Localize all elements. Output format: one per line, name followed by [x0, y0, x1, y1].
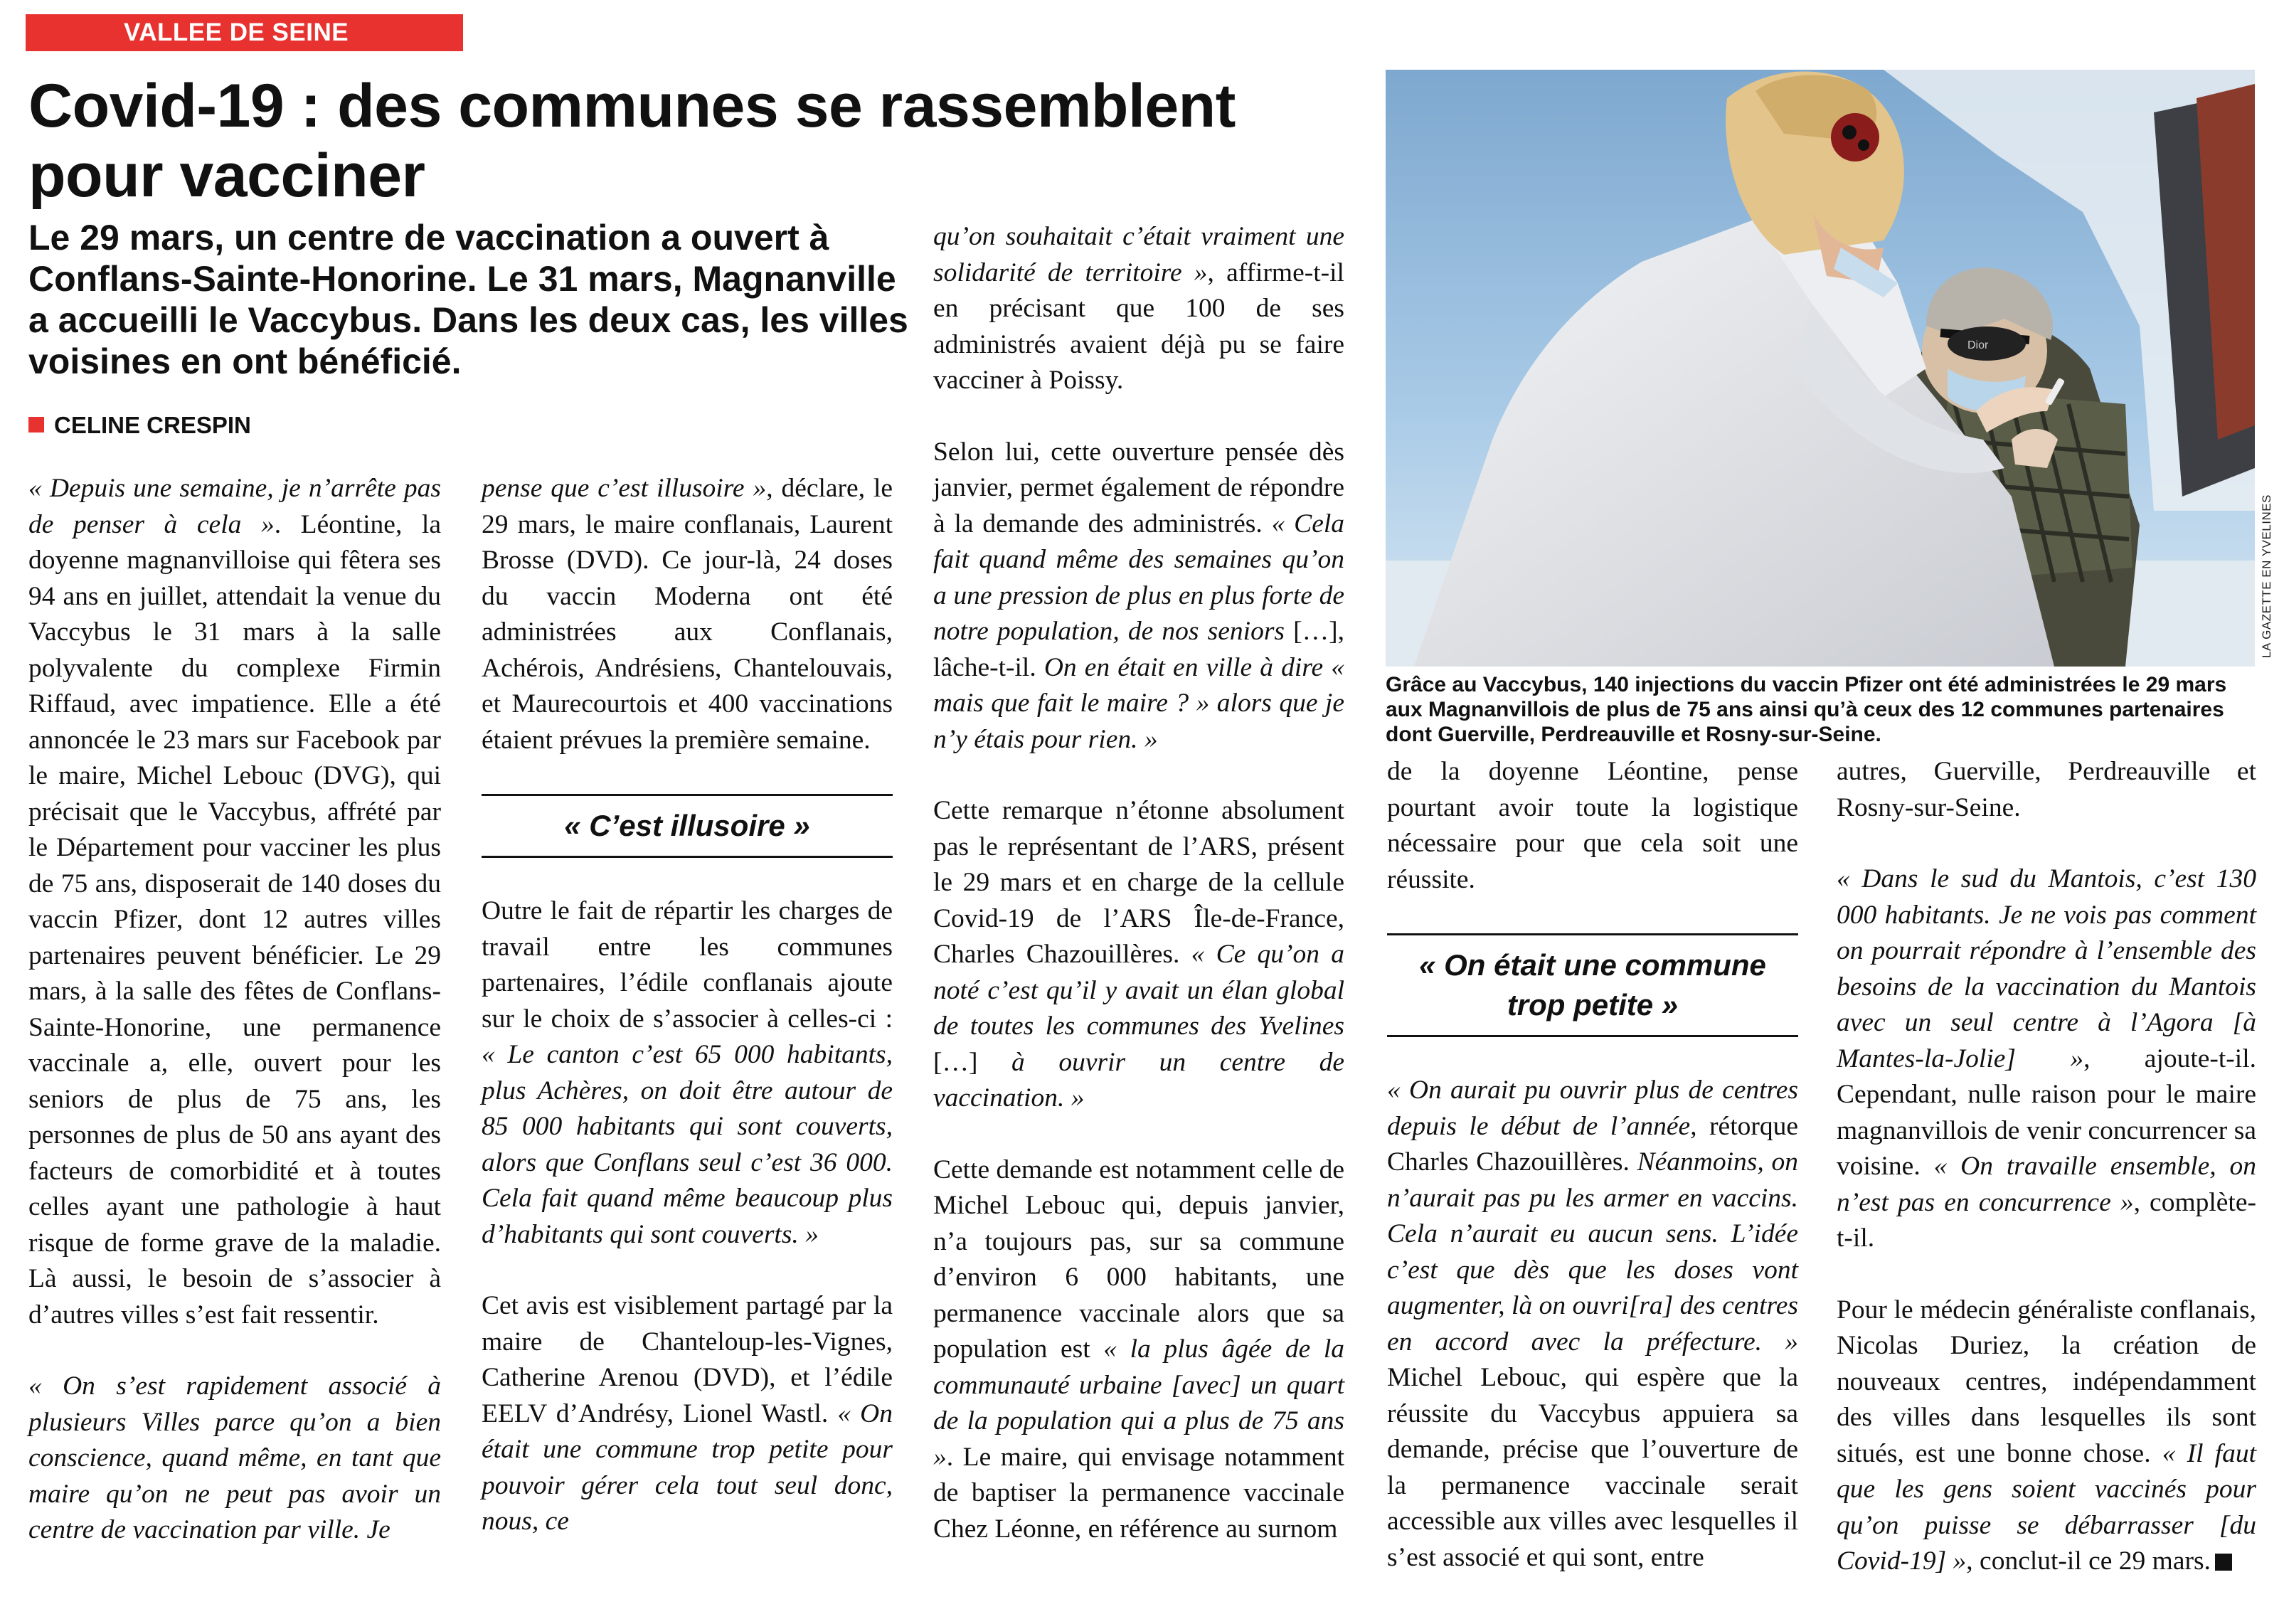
text-run: , complète-t-il.	[1837, 1187, 2256, 1253]
article-column-3	[933, 219, 1344, 1547]
body-paragraph	[933, 435, 1344, 758]
text-run: . Le maire, qui envisage notamment de baptiser la permanence vaccinale Chez Léonne, en référence au surnom	[933, 1442, 1344, 1544]
quote-run: « Ce qu’on a noté c’est qu’il y avait un élan global de toutes les communes des Yvelines	[933, 940, 1344, 1041]
byline-square-icon	[28, 417, 44, 432]
vaccination-photo	[1386, 70, 2255, 667]
text-run: Outre le fait de répartir les charges de travail entre les communes partenaires, l’édile conflanais ajoute sur le choix de s’associer à celles-ci :	[482, 896, 893, 1034]
text-run: Cette demande est notamment celle de Michel Lebouc qui, depuis janvier, n’a toujours pas, sur sa commune d’environ 6 000 habitants, une permanence vaccinale alors que sa population est	[933, 1155, 1344, 1364]
quote-run: « On s’est rapidement associé à plusieurs Villes parce qu’on a bien conscience, quand même, en tant que maire qu’on ne peut pas avoir un centre de vaccination par ville. Je	[28, 1371, 441, 1544]
quote-run: On en était en ville à dire « mais que fait le maire ? » alors que je n’y étais pour rien. »	[933, 652, 1344, 754]
body-paragraph	[482, 893, 893, 1253]
text-run: Pour le médecin généraliste conflanais, Nicolas Duriez, la création de nouveaux centres, indépendamment des villes dans lesquelles ils sont situés, est une bonne chose.	[1837, 1295, 2256, 1468]
quote-run: « Cela fait quand même des semaines qu’on a une pression de plus en plus forte de notre population, de nos seniors	[933, 509, 1345, 646]
intertitle: « C’est illusoire »	[482, 794, 893, 858]
body-paragraph	[28, 471, 441, 1333]
text-run: […]	[1293, 617, 1338, 646]
quote-run: pense que c’est illusoire »	[482, 474, 767, 503]
quote-run: « Le canton c’est 65 000 habitants, plus Achères, on doit être autour de 85 000 habitants qui sont couverts, alors que Conflans seul c’est 36 000. Cela fait quand même beaucoup plus d’habitants qui sont couverts. »	[482, 1040, 893, 1249]
body-paragraph	[1387, 754, 1798, 898]
text-run: , déclare, le 29 mars, le maire conflanais, Laurent Brosse (DVD). Ce jour-là, 24 doses du vaccin Moderna ont été administrées aux Conflanais, Achérois, Andrésiens, Chantelouvais, et Maurecourtois et 400 vaccinations étaient prévues la première semaine.	[482, 474, 893, 755]
quote-run: qu’on souhaitait c’était vraiment une solidarité de territoire »	[933, 222, 1344, 287]
body-paragraph	[933, 1152, 1344, 1548]
quote-run: « On travaille ensemble, on n’est pas en concurrence »	[1837, 1152, 2257, 1217]
end-of-article-square-icon	[2215, 1554, 2232, 1571]
text-run: . Léontine, la doyenne magnanvilloise qui fêtera ses 94 ans en juillet, attendait la venue du Vaccybus le 31 mars à la salle polyvalente du complexe Firmin Riffaud, avec impatience. Elle a été annoncée le 23 mars sur Facebook par le maire, Michel Lebouc (DVG), qui précisait que le Vaccybus, affrété par le Département pour vacciner les plus de 75 ans, disposerait de 140 doses du vaccin Pfizer, dont 12 autres villes partenaires peuvent bénéficier. Le 29 mars, à la salle des fêtes de Conflans-Sainte-Honorine, une permanence vaccinale a, elle, ouvert pour les seniors de plus de 75 ans, les personnes de plus de 50 ans ayant des facteurs de comorbidité et à toutes celles ayant une pathologie à haut risque de forme grave de la maladie. Là aussi, le besoin de s’associer à d’autres villes s’est fait ressentir.	[28, 509, 441, 1330]
byline	[28, 411, 251, 440]
text-run: Michel Lebouc, qui espère que la réussite du Vaccybus appuiera sa demande, précise que l’ouverture de la permanence vaccinale serait accessible aux villes avec lesquelles il s’est associé et qui sont, entre	[1387, 1363, 1798, 1572]
article-column-2	[482, 471, 893, 1540]
text-run: , ajoute-t-il. Cependant, nulle raison pour le maire magnanvillois de venir concurrencer sa voisine.	[1837, 1044, 2256, 1181]
body-paragraph	[1387, 1073, 1798, 1576]
text-run: Cet avis est visiblement partagé par la maire de Chanteloup-les-Vignes, Catherine Arenou (DVD), et l’édile EELV d’Andrésy, Lionel Wastl.	[482, 1291, 893, 1428]
body-paragraph	[482, 471, 893, 758]
body-paragraph	[1837, 861, 2256, 1257]
article-column-1	[28, 471, 441, 1549]
photo-illustration	[1386, 70, 2255, 667]
text-run: de la doyenne Léontine, pense pourtant avoir toute la logistique nécessaire pour que cela soit une réussite.	[1387, 757, 1798, 894]
article-column-4	[1387, 754, 1798, 1576]
text-run: […]	[933, 1047, 978, 1077]
quote-run: « Depuis une semaine, je n’arrête pas de penser à cela »	[28, 474, 441, 539]
quote-run: Néanmoins, on n’aurait pas pu les armer en vaccins. Cela n’aurait eu aucun sens. L’idée c’est que dès que les doses vont augmenter, là on ouvri[ra] des centres en accord avec la préfecture. »	[1387, 1147, 1799, 1357]
body-paragraph	[28, 1369, 441, 1549]
quote-run: à ouvrir un centre de vaccination. »	[933, 1047, 1344, 1113]
quote-run: « Il faut que les gens soient vaccinés pour qu’on puisse se débarrasser [du Covid-19] »	[1837, 1438, 2256, 1576]
text-run: , affirme-t-il en précisant que 100 de ses administrés avaient déjà pu se faire vacciner à Poissy.	[933, 258, 1344, 395]
standfirst: Le 29 mars, un centre de vaccination a ouvert à Conflans-Sainte-Honorine. Le 31 mars, Magnanville a accueilli le Vaccybus. Dans les deux cas, les villes voisines en ont bénéficié.	[28, 218, 908, 381]
text-run: Cette remarque n’étonne absolument pas le représentant de l’ARS, présent le 29 mars et en charge de la cellule Covid-19 de l’ARS Île-de-France, Charles Chazouillères.	[933, 796, 1344, 969]
body-paragraph	[933, 793, 1344, 1117]
section-kicker: VALLEE DE SEINE	[26, 14, 463, 51]
headline: Covid-19 : des communes se rassemblent pour vacciner	[28, 72, 1236, 210]
glasses-brand: Dior	[1967, 339, 1989, 351]
photo-credit: LA GAZETTE EN YVELINES	[2260, 494, 2273, 658]
text-run: , conclut-il ce 29 mars.	[1966, 1546, 2211, 1576]
text-run: Selon lui, cette ouverture pensée dès janvier, permet également de répondre à la demande des administrés.	[933, 437, 1344, 538]
article-column-5	[1837, 754, 2256, 1580]
quote-run: « la plus âgée de la communauté urbaine [avec] un quart de la population qui a plus de 75 ans »	[933, 1334, 1344, 1472]
quote-run: « On aurait pu ouvrir plus de centres depuis le début de l’année,	[1387, 1076, 1798, 1141]
quote-run: « On était une commune trop petite pour pouvoir gérer cela tout seul donc, nous, ce	[482, 1399, 893, 1536]
quote-run: « Dans le sud du Mantois, c’est 130 000 habitants. Je ne vois pas comment on pourrait répondre à l’ensemble des besoins de la vaccination du Mantois avec un seul centre à l’Agora [à Mantes-la-Jolie] »	[1837, 864, 2256, 1073]
text-run: autres, Guerville, Perdreauville et Rosny-sur-Seine.	[1837, 757, 2256, 822]
body-paragraph	[933, 219, 1344, 399]
author-name: CELINE CRESPIN	[54, 412, 251, 438]
body-paragraph	[1837, 754, 2256, 826]
text-run: rétorque Charles Chazouillères.	[1387, 1111, 1798, 1177]
photo-caption: Grâce au Vaccybus, 140 injections du vaccin Pfizer ont été administrées le 29 mars aux Magnanvillois de plus de 75 ans ainsi qu’à ceux des 12 communes partenaires dont Guerville, Perdreauville et Rosny-sur-Seine.	[1386, 673, 2227, 746]
intertitle: « On était une commune trop petite »	[1387, 933, 1798, 1037]
text-run: , lâche-t-il.	[933, 617, 1344, 682]
body-paragraph	[482, 1288, 893, 1540]
body-paragraph	[1837, 1293, 2256, 1580]
